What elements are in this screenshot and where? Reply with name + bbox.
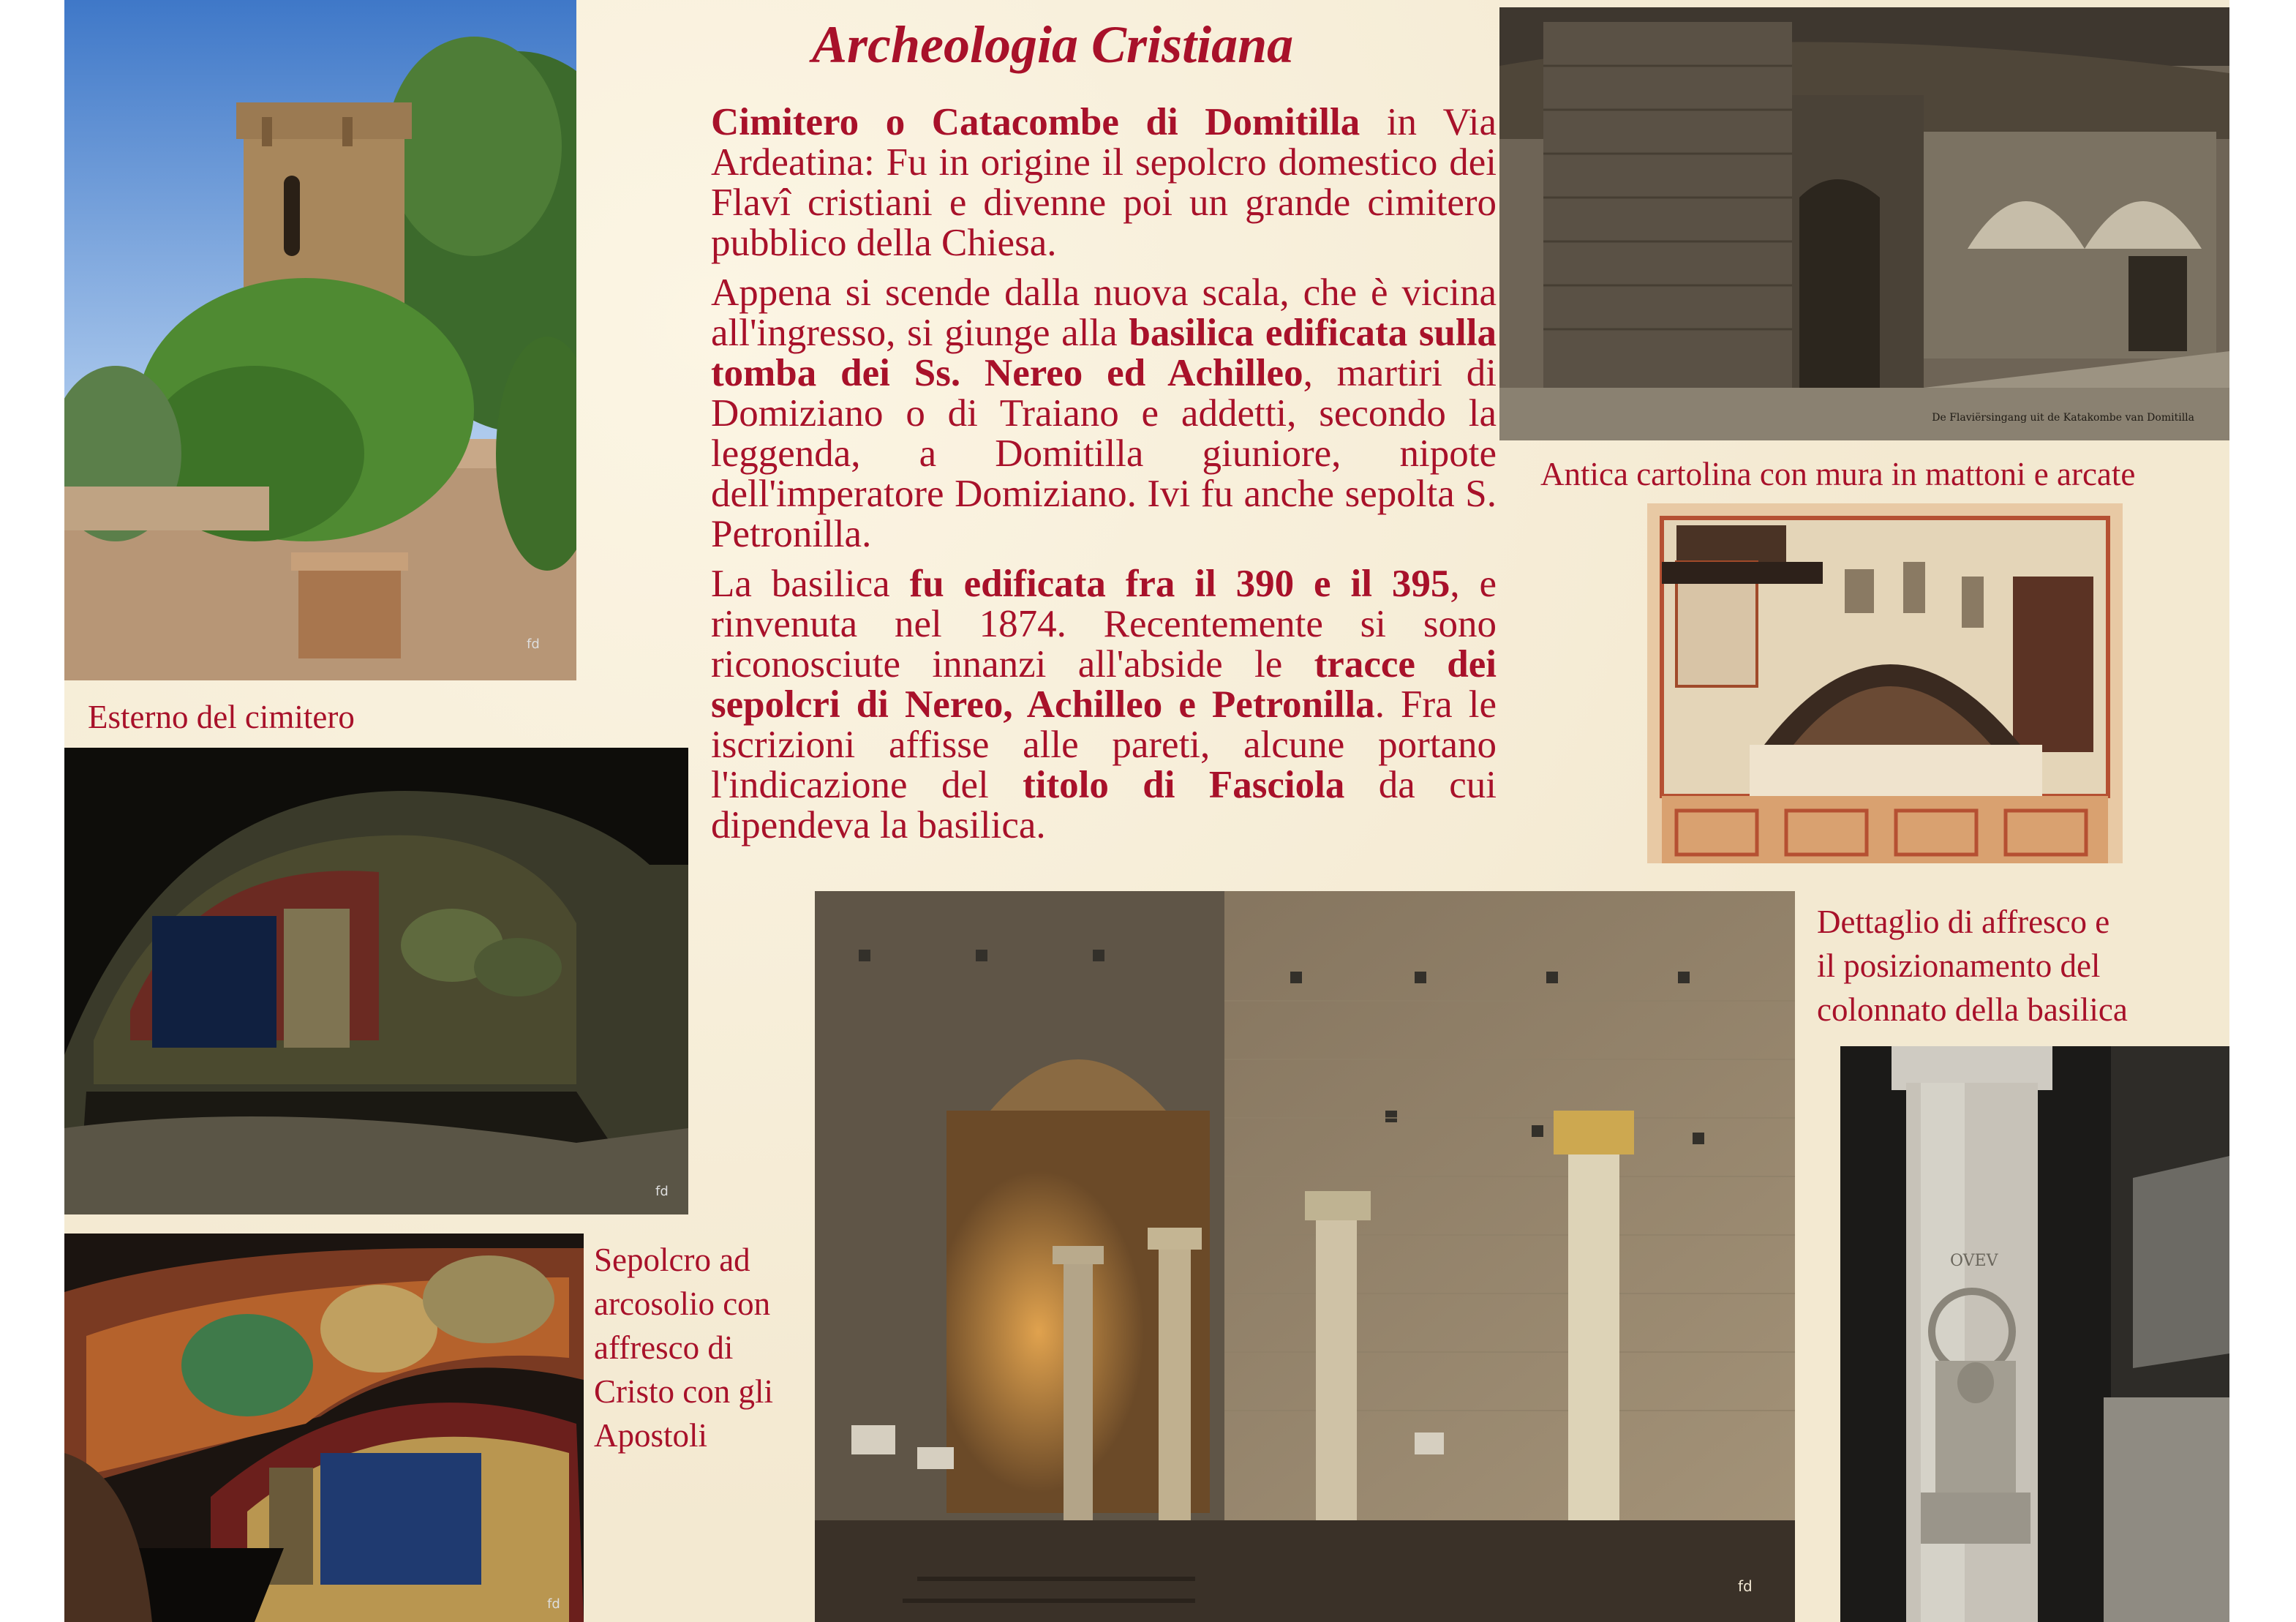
caption-line: Sepolcro ad	[594, 1242, 750, 1278]
text-span: La basilica	[711, 563, 910, 605]
photo-signature: fd	[527, 637, 540, 652]
bold-text: titolo di Fasciola	[1023, 764, 1345, 806]
photo-basilica-interior	[815, 891, 1795, 1622]
photo-postcard	[1499, 7, 2229, 440]
caption-line: arcosolio con	[594, 1285, 771, 1322]
text-span: , martiri di Domiziano o di Traiano e addetti, secondo la leggenda, a Domitilla giuniore, nipote dell'imperatore Domiziano. Ivi fu anche sepolta S. Petronilla.	[711, 352, 1497, 555]
text-span: Appena si scende dalla nuova scala, che è vicina all'ingresso, si giunge alla	[711, 271, 1497, 354]
caption-exterior: Esterno del cimitero	[88, 699, 355, 735]
caption-line: il posizionamento del	[1817, 947, 2101, 984]
photo-carved-column	[1840, 1046, 2229, 1622]
bold-text: fu edificata fra il 390 e il 395	[909, 563, 1450, 605]
paragraph-1	[711, 102, 1497, 263]
caption-fresco-detail	[1817, 900, 2128, 1032]
paragraph-3	[711, 564, 1497, 846]
photo-arcosolio-1	[64, 748, 688, 1214]
caption-arcosolio	[594, 1238, 773, 1457]
caption-postcard: Antica cartolina con mura in mattoni e arcate	[1540, 456, 2136, 492]
text-span: . Fra le iscrizioni affisse alle pareti, alcune portano l'indicazione del	[711, 683, 1497, 806]
text-span: da cui dipendeva la basilica.	[711, 764, 1497, 846]
svg-text:OVEV: OVEV	[1950, 1252, 1998, 1270]
caption-line: Dettaglio di affresco e	[1817, 904, 2110, 940]
caption-line: colonnato della basilica	[1817, 991, 2128, 1028]
caption-line: affresco di	[594, 1329, 734, 1366]
photo-fresco-detail	[1647, 503, 2123, 863]
postcard-inscription: De Flaviërsingang uit de Katakombe van Domitilla	[1932, 412, 2194, 424]
text-span: in Via Ardeatina: Fu in origine il sepolcro domestico dei Flavî cristiani e divenne poi un grande cimitero pubblico della Chiesa.	[711, 101, 1497, 264]
paragraph-2	[711, 273, 1497, 555]
bold-text: basilica edificata sulla tomba dei Ss. Nereo ed Achilleo	[711, 312, 1497, 394]
text-span: , e rinvenuta nel 1874. Recentemente si sono riconosciute innanzi all'abside le	[711, 563, 1497, 686]
bold-text: Cimitero o Catacombe di Domitilla	[711, 101, 1360, 143]
article-body	[711, 102, 1497, 855]
bold-text: tracce dei sepolcri di Nereo, Achilleo e Petronilla	[711, 643, 1497, 726]
caption-line: Apostoli	[594, 1417, 708, 1454]
photo-signature: fd	[1738, 1577, 1753, 1595]
photo-signature: fd	[547, 1596, 560, 1612]
photo-arcosolio-2	[64, 1234, 584, 1622]
caption-line: Cristo con gli	[594, 1373, 773, 1410]
page-title: Archeologia Cristiana	[812, 15, 1294, 74]
photo-signature: fd	[655, 1184, 669, 1199]
photo-exterior-tower	[64, 0, 576, 680]
